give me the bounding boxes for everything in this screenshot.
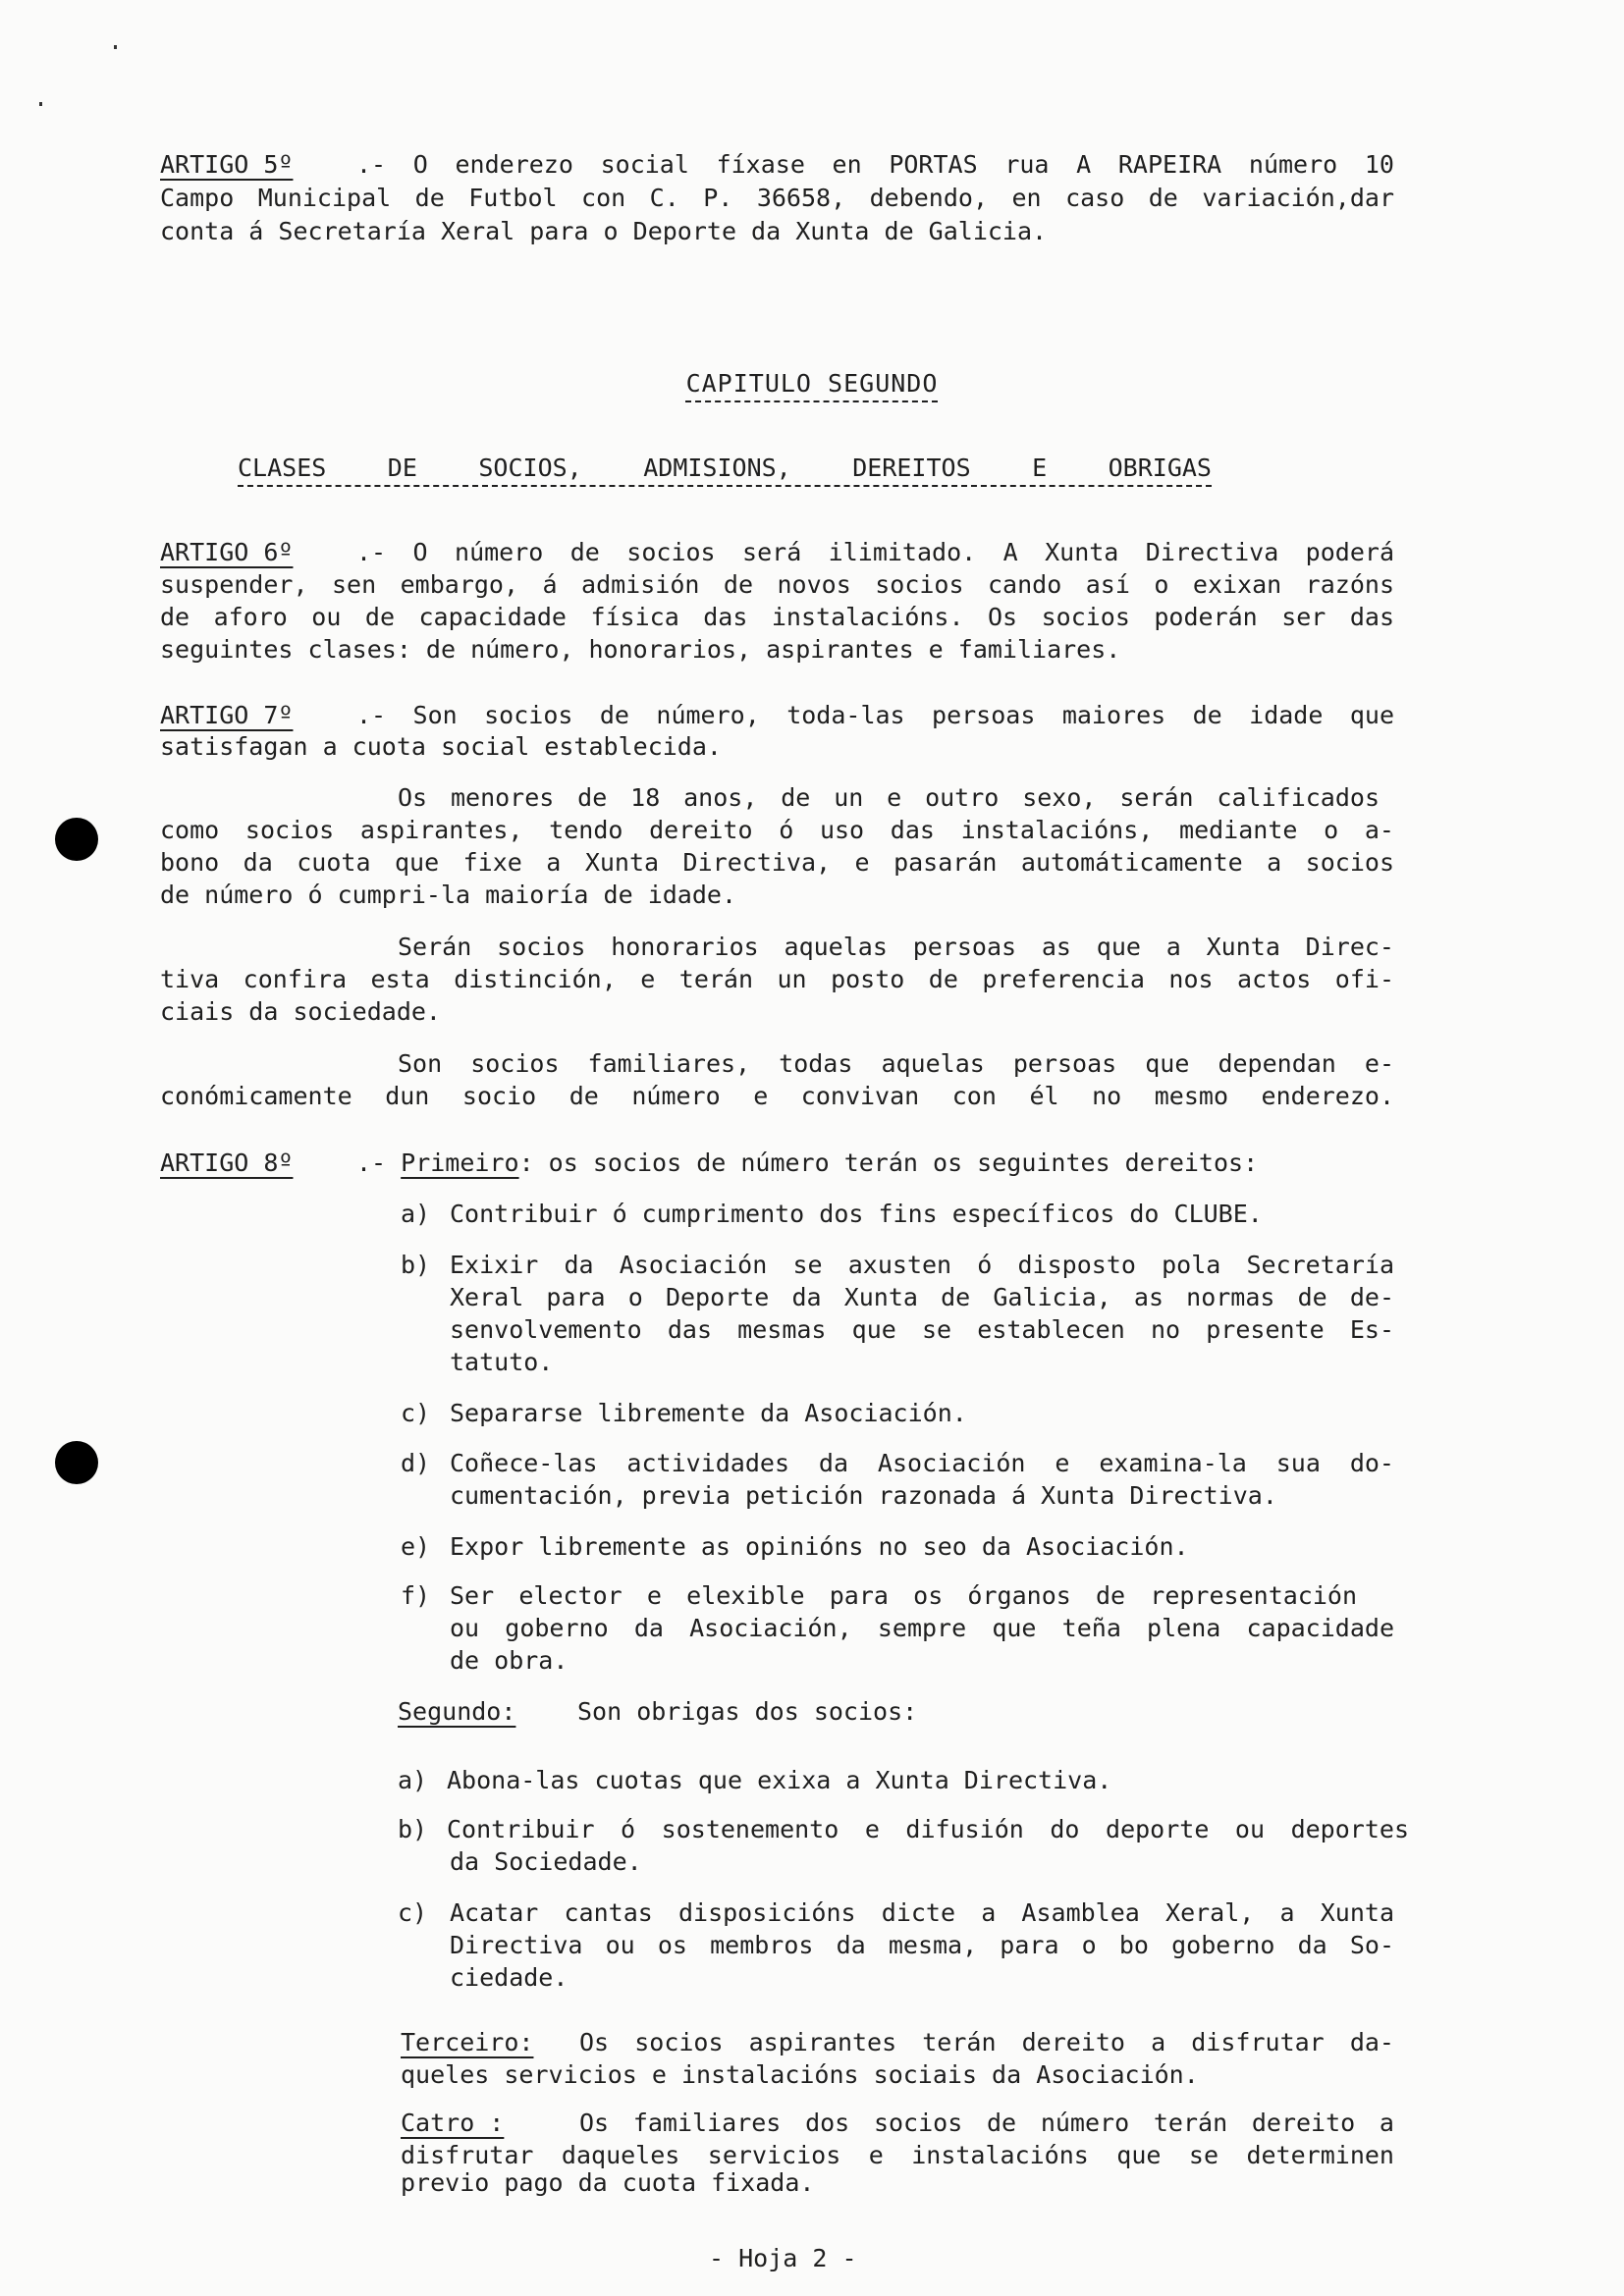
catro-line-3: previo pago da cuota fixada.: [401, 2168, 815, 2197]
art6-label: ARTIGO 6º: [160, 538, 294, 566]
art7-p3-line-1: Serán socios honorarios aquelas persoas as que a Xunta Direc-: [398, 933, 1394, 961]
right-f-line-1: Ser elector e elexible para os órganos de representación: [450, 1581, 1357, 1610]
terceiro-label: Terceiro:: [401, 2028, 534, 2056]
art7-line-2: satisfagan a cuota social establecida.: [160, 732, 722, 761]
art6-line-1: .- O número de socios será ilimitado. A Xunta Directiva poderá: [356, 538, 1394, 566]
right-b-letter: b): [401, 1251, 431, 1279]
duty-c-line-1: Acatar cantas disposicións dicte a Asamblea Xeral, a Xunta: [450, 1898, 1394, 1927]
terceiro-line-1: Os socios aspirantes terán dereito a disfrutar da-: [579, 2028, 1394, 2056]
art7-label: ARTIGO 7º: [160, 701, 294, 729]
duty-a-line-1: Abona-las cuotas que exixa a Xunta Directiva.: [447, 1766, 1112, 1794]
art8-label: ARTIGO 8º: [160, 1148, 294, 1177]
right-d-letter: d): [401, 1449, 431, 1477]
speck-mark: [114, 45, 117, 49]
duty-b-line-2: da Sociedade.: [450, 1847, 642, 1876]
catro-line-1: Os familiares dos socios de número terán dereito a: [579, 2109, 1394, 2137]
terceiro-line-2: queles servicios e instalacións sociais da Asociación.: [401, 2060, 1199, 2089]
right-b-line-4: tatuto.: [450, 1348, 554, 1376]
right-e-letter: e): [401, 1532, 431, 1561]
art7-p2-line-4: de número ó cumpri-la maioría de idade.: [160, 881, 736, 909]
chapter-subtitle: CLASES DE SOCIOS, ADMISIONS, DEREITOS E OBRIGAS: [238, 454, 1212, 482]
art6-line-2: suspender, sen embargo, á admisión de novos socios cando así o exixan razóns: [160, 570, 1394, 599]
duty-c-line-2: Directiva ou os membros da mesma, para o bo goberno da So-: [450, 1931, 1394, 1959]
segundo-text: Son obrigas dos socios:: [577, 1697, 918, 1726]
chapter-title: CAPITULO SEGUNDO: [685, 369, 939, 398]
art6-line-4: seguintes clases: de número, honorarios, aspirantes e familiares.: [160, 635, 1121, 664]
duty-c-letter: c): [398, 1898, 428, 1927]
right-b-line-2: Xeral para o Deporte da Xunta de Galicia, as normas de de-: [450, 1283, 1394, 1311]
art8-line-1: .- Primeiro: os socios de número terán os seguintes dereitos:: [356, 1148, 1259, 1177]
duty-b-line-1: Contribuir ó sostenemento e difusión do deporte ou deportes: [447, 1815, 1409, 1843]
right-b-line-1: Exixir da Asociación se axusten ó disposto pola Secretaría: [450, 1251, 1394, 1279]
duty-c-line-3: ciedade.: [450, 1963, 568, 1992]
punch-hole: [55, 1441, 98, 1484]
art7-p3-line-2: tiva confira esta distinción, e terán un posto de preferencia nos actos ofi-: [160, 965, 1394, 993]
right-f-letter: f): [401, 1581, 431, 1610]
catro-line-2: disfrutar daqueles servicios e instalacións que se determinen: [401, 2141, 1394, 2169]
right-a-line-1: Contribuir ó cumprimento dos fins específicos do CLUBE.: [450, 1200, 1263, 1228]
right-d-line-1: Coñece-las actividades da Asociación e examina-la sua do-: [450, 1449, 1394, 1477]
art7-p2-line-2: como socios aspirantes, tendo dereito ó uso das instalacións, mediante o a-: [160, 816, 1394, 844]
art5-line-2: Campo Municipal de Futbol con C. P. 36658, debendo, en caso de variación,dar: [160, 184, 1394, 212]
right-b-line-3: senvolvemento das mesmas que se establecen no presente Es-: [450, 1315, 1394, 1344]
right-c-letter: c): [401, 1399, 431, 1427]
right-d-line-2: cumentación, previa petición razonada á Xunta Directiva.: [450, 1481, 1277, 1510]
segundo-label: Segundo:: [398, 1697, 516, 1726]
art7-p4-line-2: conómicamente dun socio de número e convivan con él no mesmo enderezo.: [160, 1082, 1394, 1110]
right-c-line-1: Separarse libremente da Asociación.: [450, 1399, 967, 1427]
duty-a-letter: a): [398, 1766, 428, 1794]
right-a-letter: a): [401, 1200, 431, 1228]
right-e-line-1: Expor libremente as opinións no seo da Asociación.: [450, 1532, 1189, 1561]
art7-p4-line-1: Son socios familiares, todas aquelas persoas que dependan e-: [398, 1049, 1394, 1078]
art5-line-1: .- O enderezo social fíxase en PORTAS rua A RAPEIRA número 10: [356, 150, 1394, 179]
right-f-line-2: ou goberno da Asociación, sempre que teña plena capacidade: [450, 1614, 1394, 1642]
art6-line-3: de aforo ou de capacidade física das instalacións. Os socios poderán ser das: [160, 603, 1394, 631]
right-f-line-3: de obra.: [450, 1646, 568, 1675]
speck-mark: [39, 102, 42, 106]
art5-label: ARTIGO 5º: [160, 150, 294, 179]
duty-b-letter: b): [398, 1815, 428, 1843]
art5-line-3: conta á Secretaría Xeral para o Deporte da Xunta de Galicia.: [160, 217, 1048, 245]
art7-p2-line-1: Os menores de 18 anos, de un e outro sexo, serán calificados: [398, 783, 1380, 812]
catro-label: Catro :: [401, 2109, 505, 2137]
art7-p3-line-3: ciais da sociedade.: [160, 997, 441, 1026]
art7-p2-line-3: bono da cuota que fixe a Xunta Directiva, e pasarán automáticamente a socios: [160, 848, 1394, 877]
punch-hole: [55, 818, 98, 861]
primeiro-label: Primeiro: [401, 1148, 519, 1177]
page-number: - Hoja 2 -: [709, 2244, 857, 2272]
art7-line-1: .- Son socios de número, toda-las persoas maiores de idade que: [356, 701, 1394, 729]
